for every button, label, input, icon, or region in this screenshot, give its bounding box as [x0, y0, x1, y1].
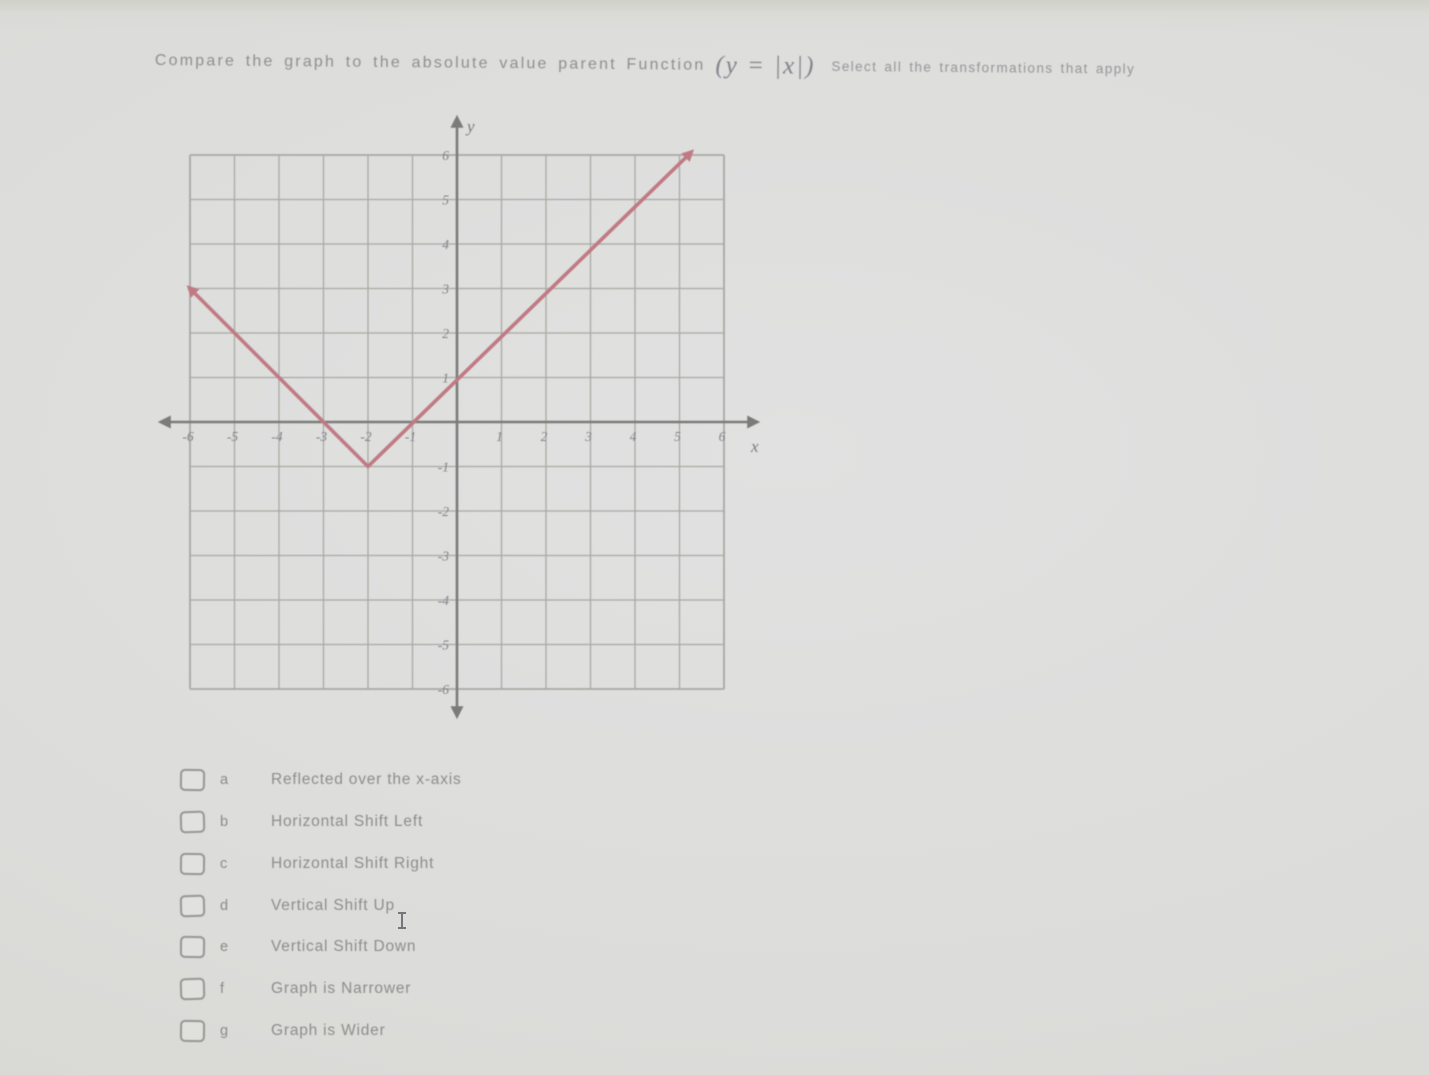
option-row-b — [180, 807, 423, 837]
option-label: Graph is Wider — [271, 1022, 386, 1039]
svg-text:2: 2 — [540, 429, 548, 444]
checkbox-e[interactable] — [180, 936, 205, 958]
option-row-f — [180, 974, 411, 1004]
svg-text:-2: -2 — [360, 429, 372, 444]
checkbox-d[interactable] — [180, 895, 206, 918]
svg-text:y: y — [467, 117, 475, 136]
option-letter: g — [220, 1023, 229, 1039]
svg-text:2: 2 — [442, 326, 449, 341]
checkbox-g[interactable] — [180, 1020, 205, 1042]
svg-text:1: 1 — [442, 370, 449, 386]
question-suffix: Select all the transformations that apply — [831, 58, 1136, 77]
svg-text:-1: -1 — [437, 459, 449, 475]
svg-text:1: 1 — [496, 429, 503, 444]
option-label: Horizontal Shift Left — [271, 813, 424, 830]
question-text — [155, 44, 1325, 82]
option-label: Vertical Shift Down — [271, 938, 417, 955]
svg-text:-5: -5 — [226, 429, 239, 444]
option-label: Reflected over the x-axis — [271, 771, 462, 788]
svg-text:4: 4 — [629, 429, 637, 444]
svg-text:-3: -3 — [437, 548, 449, 564]
option-letter: f — [220, 981, 225, 997]
svg-text:-5: -5 — [437, 637, 449, 653]
svg-text:x: x — [751, 437, 759, 456]
option-row-d — [180, 891, 395, 921]
parent-function-formula: (y = |x|) — [715, 51, 816, 80]
svg-text:-2: -2 — [437, 504, 449, 519]
option-row-e — [180, 932, 416, 962]
question-prefix: Compare the graph to the absolute value parent Function — [154, 51, 706, 74]
svg-text:4: 4 — [442, 237, 449, 252]
option-label: Vertical Shift Up — [271, 897, 395, 914]
option-letter: d — [220, 898, 229, 914]
option-row-a — [180, 765, 462, 795]
svg-text:3: 3 — [442, 281, 449, 297]
svg-text:6: 6 — [718, 429, 726, 444]
option-letter: e — [220, 939, 229, 955]
checkbox-a[interactable] — [180, 769, 205, 791]
checkbox-b[interactable] — [180, 811, 206, 834]
option-letter: b — [220, 814, 229, 830]
function-graph — [155, 108, 775, 728]
svg-text:-1: -1 — [404, 429, 417, 444]
svg-text:5: 5 — [674, 429, 681, 444]
svg-text:5: 5 — [442, 192, 449, 208]
checkbox-c[interactable] — [180, 853, 205, 875]
option-row-g — [180, 1016, 386, 1046]
option-label: Graph is Narrower — [271, 980, 412, 997]
option-letter: c — [220, 856, 228, 872]
svg-text:-3: -3 — [315, 429, 328, 444]
svg-text:-4: -4 — [271, 429, 283, 444]
svg-text:-6: -6 — [182, 429, 194, 444]
option-label: Horizontal Shift Right — [271, 855, 435, 872]
checkbox-f[interactable] — [180, 978, 206, 1001]
option-row-c — [180, 849, 434, 879]
svg-text:-6: -6 — [437, 682, 449, 697]
text-cursor-icon[interactable] — [396, 912, 408, 929]
svg-text:-4: -4 — [437, 593, 449, 608]
option-letter: a — [220, 772, 229, 788]
svg-text:3: 3 — [585, 429, 592, 444]
svg-text:6: 6 — [442, 148, 449, 163]
